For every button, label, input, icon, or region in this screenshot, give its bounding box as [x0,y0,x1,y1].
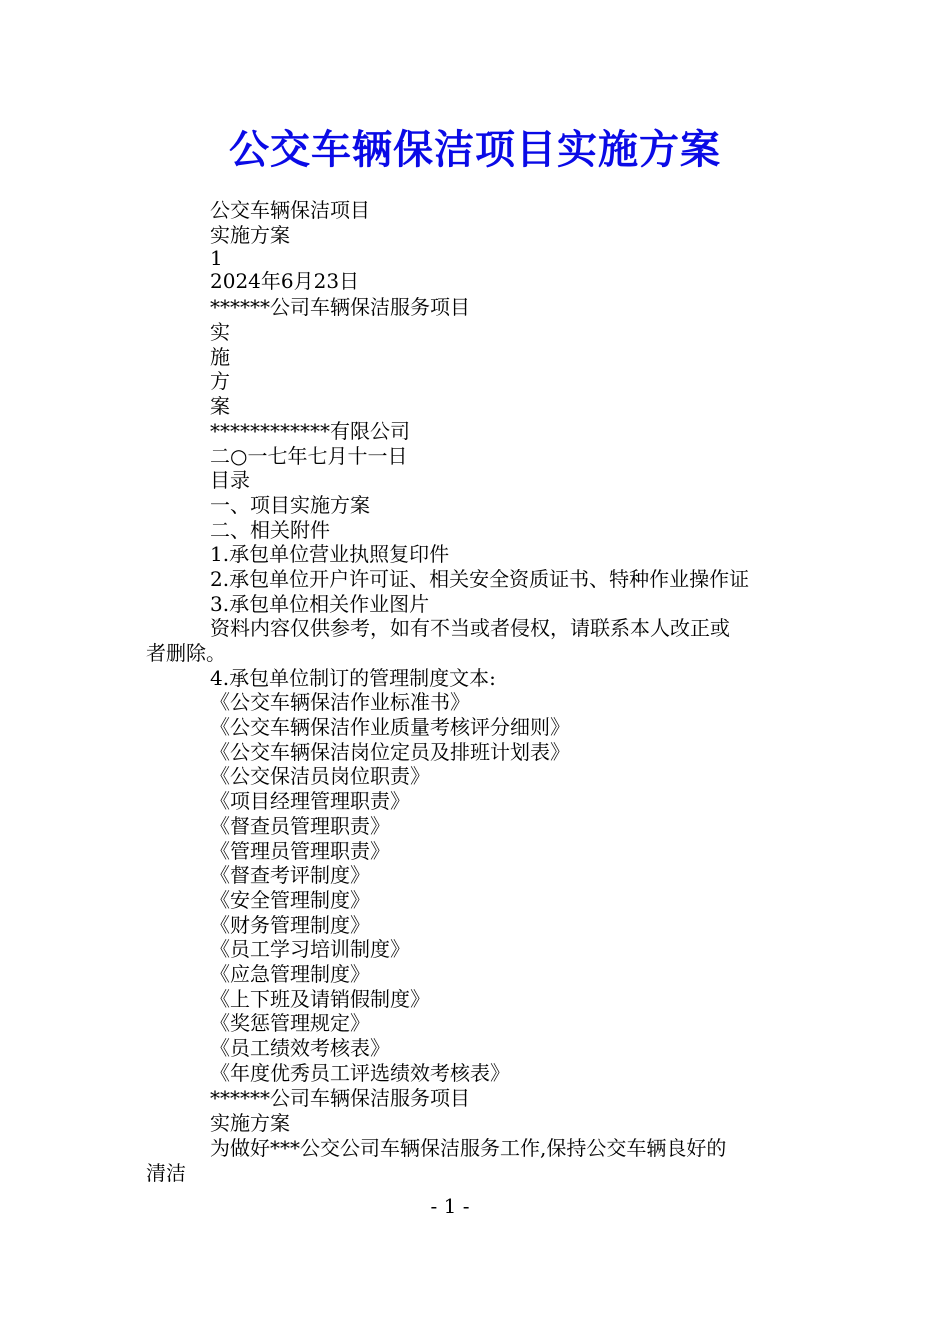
text-line: ******公司车辆保洁服务项目 [210,295,470,320]
text-line: 为做好***公交公司车辆保洁服务工作,保持公交车辆良好的 [210,1136,727,1161]
text-line: 者删除。 [146,641,226,665]
text-line: 《员工学习培训制度》 [210,937,410,962]
text-line: 《上下班及请销假制度》 [210,986,430,1011]
text-line: 实施方案 [210,1111,290,1136]
text-line: 《管理员管理职责》 [210,838,390,863]
text-line: 清洁 [146,1160,186,1185]
text-line: 1 [210,246,223,271]
text-line: 一、项目实施方案 [210,492,370,517]
text-line: 《年度优秀员工评选绩效考核表》 [210,1060,510,1085]
text-line: 2.承包单位开户许可证、相关安全资质证书、特种作业操作证 [210,566,750,591]
text-line: 3.承包单位相关作业图片 [210,591,430,616]
text-line: 资料内容仅供参考，如有不当或者侵权，请联系本人改正或 [210,616,730,641]
text-line: ************有限公司 [210,418,410,443]
text-line: 《公交车辆保洁作业标准书》 [210,690,470,715]
page-number [0,1194,950,1218]
text-line: 方 [210,369,230,394]
text-line: 公交车辆保洁项目 [210,198,370,222]
text-line: 《财务管理制度》 [210,912,370,937]
document-title: 公交车辆保洁项目实施方案 [229,127,721,173]
text-line: 《督查员管理职责》 [210,813,390,838]
text-line: 目录 [210,468,250,493]
text-line: 案 [210,394,230,419]
text-line: 《项目经理管理职责》 [210,789,410,814]
text-line: ******公司车辆保洁服务项目 [210,1086,470,1111]
text-line: 《督查考评制度》 [210,863,370,888]
text-line: 二、相关附件 [210,517,330,542]
document-body [0,198,950,1185]
text-line: 《公交车辆保洁作业质量考核评分细则》 [210,715,570,740]
text-line: 二○一七年七月十一日 [210,443,408,468]
page-number-text: - 1 - [430,1194,470,1218]
text-line: 《安全管理制度》 [210,887,370,912]
text-line: 《奖惩管理规定》 [210,1011,370,1036]
text-line: 实 [210,320,230,345]
text-line: 《公交车辆保洁岗位定员及排班计划表》 [210,739,570,764]
text-line: 2024年6月23日 [210,269,360,294]
text-line: 施 [210,344,230,369]
text-line: 《员工绩效考核表》 [210,1036,390,1060]
text-line: 实施方案 [210,222,290,247]
text-line: 《应急管理制度》 [210,961,370,986]
text-line: 4.承包单位制订的管理制度文本: [210,665,496,690]
text-line: 1.承包单位营业执照复印件 [210,542,450,567]
text-line: 《公交保洁员岗位职责》 [210,764,430,789]
